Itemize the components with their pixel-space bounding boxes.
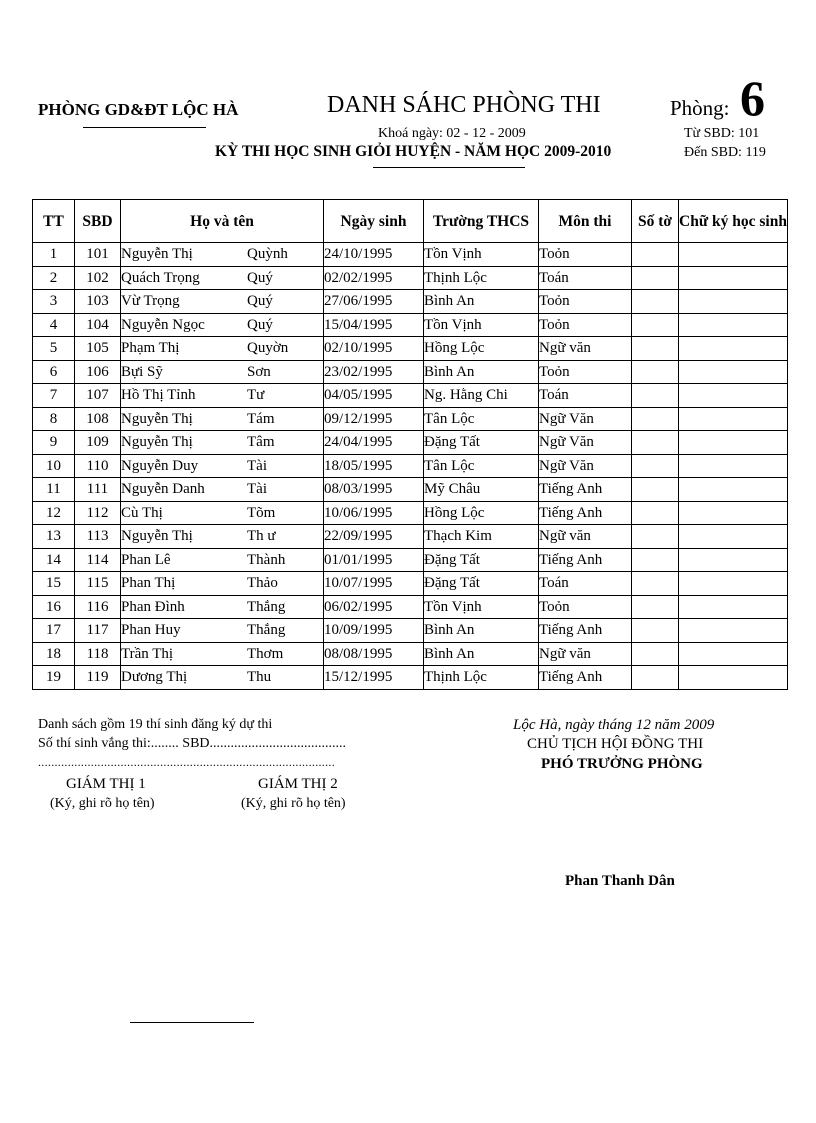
row-sheets <box>632 501 679 525</box>
row-first-name: Sơn <box>247 363 271 380</box>
row-last-name: Vừ Trọng <box>121 293 180 310</box>
row-last-name: Cù Thị <box>121 504 163 521</box>
row-last-name: Phan Huy <box>121 622 181 639</box>
row-signature <box>679 243 788 267</box>
row-sbd: 112 <box>75 501 121 525</box>
room-number: 6 <box>740 70 765 126</box>
row-tt: 18 <box>33 642 75 666</box>
dotted-line: .......................................................................................... <box>38 755 335 769</box>
row-last-name: Nguyễn Thị <box>121 528 193 545</box>
row-school: Thạch Kim <box>424 525 539 549</box>
row-signature <box>679 384 788 408</box>
row-last-name: Trần Thị <box>121 645 174 662</box>
row-tt: 15 <box>33 572 75 596</box>
row-name <box>121 548 324 572</box>
vice-title: PHÓ TRƯỞNG PHÒNG <box>541 756 703 772</box>
row-sbd: 109 <box>75 431 121 455</box>
row-sheets <box>632 525 679 549</box>
row-sheets <box>632 478 679 502</box>
row-sbd: 116 <box>75 595 121 619</box>
row-subject: Toán <box>539 384 632 408</box>
row-school: Mỹ Châu <box>424 478 539 502</box>
row-school: Tồn Vịnh <box>424 313 539 337</box>
row-name <box>121 619 324 643</box>
row-name <box>121 360 324 384</box>
row-first-name: Thắng <box>247 622 286 639</box>
row-sbd: 102 <box>75 266 121 290</box>
row-last-name: Phạm Thị <box>121 340 180 357</box>
row-dob: 10/07/1995 <box>324 572 424 596</box>
row-last-name: Nguyễn Duy <box>121 457 199 474</box>
table-row <box>33 384 788 408</box>
col-header-school: Trường THCS <box>424 200 539 243</box>
row-subject: Toán <box>539 266 632 290</box>
col-header-sbd: SBD <box>75 200 121 243</box>
row-signature <box>679 290 788 314</box>
row-sheets <box>632 548 679 572</box>
row-subject: Tiếng Anh <box>539 478 632 502</box>
row-first-name: Thu <box>247 669 272 686</box>
row-sheets <box>632 595 679 619</box>
row-dob: 23/02/1995 <box>324 360 424 384</box>
row-first-name: Tư <box>247 387 265 404</box>
row-subject: Ngữ Văn <box>539 454 632 478</box>
row-tt: 13 <box>33 525 75 549</box>
row-tt: 3 <box>33 290 75 314</box>
row-dob: 24/10/1995 <box>324 243 424 267</box>
row-last-name: Phan Đình <box>121 598 185 615</box>
row-sheets <box>632 666 679 690</box>
row-signature <box>679 360 788 384</box>
row-name <box>121 454 324 478</box>
row-tt: 1 <box>33 243 75 267</box>
row-sbd: 103 <box>75 290 121 314</box>
row-first-name: Tài <box>247 457 267 474</box>
row-last-name: Bựi Sỹ <box>121 363 163 380</box>
row-name <box>121 525 324 549</box>
table-row <box>33 431 788 455</box>
row-sbd: 104 <box>75 313 121 337</box>
row-first-name: Quý <box>247 316 273 333</box>
row-school: Tân Lộc <box>424 454 539 478</box>
proctor1-note: (Ký, ghi rõ họ tên) <box>50 796 155 811</box>
row-name <box>121 431 324 455</box>
row-last-name: Nguyễn Thị <box>121 410 193 427</box>
row-name <box>121 384 324 408</box>
table-row <box>33 548 788 572</box>
row-subject: Tiếng Anh <box>539 619 632 643</box>
row-first-name: Tài <box>247 481 267 498</box>
row-tt: 16 <box>33 595 75 619</box>
row-first-name: Quyờn <box>247 340 289 357</box>
row-tt: 9 <box>33 431 75 455</box>
row-tt: 5 <box>33 337 75 361</box>
row-sbd: 106 <box>75 360 121 384</box>
row-tt: 7 <box>33 384 75 408</box>
row-sbd: 117 <box>75 619 121 643</box>
signer-name: Phan Thanh Dân <box>565 873 675 889</box>
row-sheets <box>632 572 679 596</box>
row-name <box>121 313 324 337</box>
table-row <box>33 454 788 478</box>
row-school: Bình An <box>424 290 539 314</box>
row-sheets <box>632 454 679 478</box>
table-row <box>33 243 788 267</box>
row-name <box>121 572 324 596</box>
table-row <box>33 525 788 549</box>
table-row <box>33 619 788 643</box>
row-signature <box>679 642 788 666</box>
row-last-name: Nguyễn Thị <box>121 434 193 451</box>
row-sbd: 105 <box>75 337 121 361</box>
department-underline <box>83 127 206 128</box>
row-subject: Ngữ văn <box>539 525 632 549</box>
row-tt: 4 <box>33 313 75 337</box>
row-sbd: 113 <box>75 525 121 549</box>
row-name <box>121 478 324 502</box>
chair-title: CHỦ TỊCH HỘI ĐỒNG THI <box>527 736 704 752</box>
table-row <box>33 266 788 290</box>
table-row <box>33 595 788 619</box>
table-row <box>33 337 788 361</box>
row-dob: 15/04/1995 <box>324 313 424 337</box>
row-dob: 18/05/1995 <box>324 454 424 478</box>
table-row <box>33 478 788 502</box>
exam-date: Khoá ngày: 02 - 12 - 2009 <box>378 126 526 141</box>
row-last-name: Quách Trọng <box>121 269 200 286</box>
row-school: Đặng Tất <box>424 572 539 596</box>
row-dob: 15/12/1995 <box>324 666 424 690</box>
table-row <box>33 407 788 431</box>
table-row <box>33 290 788 314</box>
row-subject: Tiếng Anh <box>539 548 632 572</box>
row-sheets <box>632 313 679 337</box>
department-name: PHÒNG GD&ĐT LỘC HÀ <box>38 100 239 119</box>
candidate-table <box>32 199 788 690</box>
row-dob: 06/02/1995 <box>324 595 424 619</box>
col-header-subject: Môn thi <box>539 200 632 243</box>
proctor2-title: GIÁM THỊ 2 <box>258 776 338 792</box>
row-signature <box>679 619 788 643</box>
row-name <box>121 642 324 666</box>
row-signature <box>679 454 788 478</box>
table-row <box>33 642 788 666</box>
row-dob: 04/05/1995 <box>324 384 424 408</box>
row-sbd: 114 <box>75 548 121 572</box>
row-subject: Toỏn <box>539 595 632 619</box>
row-first-name: Quý <box>247 293 273 310</box>
row-sheets <box>632 266 679 290</box>
row-sbd: 110 <box>75 454 121 478</box>
row-last-name: Dương Thị <box>121 669 188 686</box>
row-sbd: 111 <box>75 478 121 502</box>
row-name <box>121 666 324 690</box>
row-name <box>121 243 324 267</box>
table-row <box>33 572 788 596</box>
row-subject: Toỏn <box>539 360 632 384</box>
row-dob: 09/12/1995 <box>324 407 424 431</box>
sbd-to: Đến SBD: 119 <box>684 145 766 160</box>
table-header-row <box>33 200 788 243</box>
row-sbd: 101 <box>75 243 121 267</box>
row-sbd: 107 <box>75 384 121 408</box>
row-school: Đặng Tất <box>424 431 539 455</box>
row-sheets <box>632 642 679 666</box>
bottom-rule <box>130 1022 254 1023</box>
place-date: Lộc Hà, ngày tháng 12 năm 2009 <box>513 717 715 733</box>
row-signature <box>679 572 788 596</box>
row-first-name: Quỳnh <box>247 246 288 263</box>
row-subject: Toỏn <box>539 290 632 314</box>
row-first-name: Thành <box>247 551 286 568</box>
row-first-name: Thắng <box>247 598 286 615</box>
row-last-name: Phan Thị <box>121 575 176 592</box>
row-tt: 12 <box>33 501 75 525</box>
row-last-name: Nguyễn Danh <box>121 481 205 498</box>
row-sheets <box>632 290 679 314</box>
row-first-name: Thảo <box>247 575 278 592</box>
row-last-name: Hồ Thị Tỉnh <box>121 387 196 404</box>
row-tt: 6 <box>33 360 75 384</box>
row-signature <box>679 478 788 502</box>
row-sheets <box>632 243 679 267</box>
row-signature <box>679 501 788 525</box>
row-signature <box>679 266 788 290</box>
row-subject: Ngữ Văn <box>539 431 632 455</box>
row-sbd: 115 <box>75 572 121 596</box>
row-dob: 22/09/1995 <box>324 525 424 549</box>
row-subject: Toỏn <box>539 313 632 337</box>
col-header-name: Họ và tên <box>121 200 324 243</box>
row-name <box>121 595 324 619</box>
row-sheets <box>632 360 679 384</box>
row-school: Tồn Vịnh <box>424 595 539 619</box>
row-school: Hồng Lộc <box>424 337 539 361</box>
absent-text: Số thí sinh vắng thi:........ SBD....................................... <box>38 736 347 751</box>
exam-name: KỲ THI HỌC SINH GIỎI HUYỆN - NĂM HỌC 2009-2010 <box>215 143 612 160</box>
row-signature <box>679 407 788 431</box>
row-school: Thịnh Lộc <box>424 666 539 690</box>
col-header-tt: TT <box>33 200 75 243</box>
row-sheets <box>632 384 679 408</box>
table-row <box>33 360 788 384</box>
row-first-name: Th ư <box>247 528 276 545</box>
row-signature <box>679 595 788 619</box>
row-dob: 10/06/1995 <box>324 501 424 525</box>
row-first-name: Tám <box>247 410 275 427</box>
row-name <box>121 290 324 314</box>
row-last-name: Nguyễn Ngọc <box>121 316 205 333</box>
row-dob: 08/08/1995 <box>324 642 424 666</box>
row-name <box>121 266 324 290</box>
room-label: Phòng: <box>670 96 730 120</box>
row-school: Bình An <box>424 360 539 384</box>
row-subject: Toỏn <box>539 243 632 267</box>
row-first-name: Tõm <box>247 504 276 521</box>
col-header-sheets: Số tờ <box>632 200 679 243</box>
sbd-from: Từ SBD: 101 <box>684 126 760 141</box>
row-signature <box>679 548 788 572</box>
row-name <box>121 407 324 431</box>
proctor1-title: GIÁM THỊ 1 <box>66 776 146 792</box>
row-tt: 10 <box>33 454 75 478</box>
col-header-dob: Ngày sinh <box>324 200 424 243</box>
row-school: Tân Lộc <box>424 407 539 431</box>
row-signature <box>679 525 788 549</box>
table-row <box>33 313 788 337</box>
row-school: Bình An <box>424 619 539 643</box>
summary-text: Danh sách gồm 19 thí sinh đăng ký dự thi <box>38 717 273 732</box>
row-last-name: Nguyễn Thị <box>121 246 193 263</box>
row-first-name: Tâm <box>247 434 275 451</box>
row-school: Tồn Vịnh <box>424 243 539 267</box>
row-dob: 02/02/1995 <box>324 266 424 290</box>
table-row <box>33 501 788 525</box>
table-row <box>33 666 788 690</box>
row-sbd: 108 <box>75 407 121 431</box>
row-signature <box>679 666 788 690</box>
row-school: Hồng Lộc <box>424 501 539 525</box>
row-sheets <box>632 407 679 431</box>
row-dob: 01/01/1995 <box>324 548 424 572</box>
row-subject: Tiếng Anh <box>539 666 632 690</box>
row-dob: 27/06/1995 <box>324 290 424 314</box>
row-tt: 2 <box>33 266 75 290</box>
row-dob: 02/10/1995 <box>324 337 424 361</box>
row-signature <box>679 337 788 361</box>
row-subject: Ngữ Văn <box>539 407 632 431</box>
row-school: Đặng Tất <box>424 548 539 572</box>
row-subject: Ngữ văn <box>539 642 632 666</box>
col-header-signature: Chữ ký học sinh <box>679 200 788 243</box>
row-subject: Toán <box>539 572 632 596</box>
row-first-name: Thơm <box>247 645 284 662</box>
row-subject: Ngữ văn <box>539 337 632 361</box>
row-name <box>121 501 324 525</box>
row-tt: 8 <box>33 407 75 431</box>
row-tt: 14 <box>33 548 75 572</box>
row-signature <box>679 313 788 337</box>
row-subject: Tiếng Anh <box>539 501 632 525</box>
proctor2-note: (Ký, ghi rõ họ tên) <box>241 796 346 811</box>
row-sheets <box>632 337 679 361</box>
row-tt: 19 <box>33 666 75 690</box>
document-title: DANH SÁHC PHÒNG THI <box>327 92 601 118</box>
row-school: Bình An <box>424 642 539 666</box>
row-tt: 17 <box>33 619 75 643</box>
exam-underline <box>373 167 525 168</box>
row-first-name: Quý <box>247 269 273 286</box>
row-dob: 24/04/1995 <box>324 431 424 455</box>
row-sheets <box>632 431 679 455</box>
row-school: Ng. Hằng Chi <box>424 384 539 408</box>
row-dob: 10/09/1995 <box>324 619 424 643</box>
row-name <box>121 337 324 361</box>
row-tt: 11 <box>33 478 75 502</box>
row-dob: 08/03/1995 <box>324 478 424 502</box>
row-signature <box>679 431 788 455</box>
row-sbd: 119 <box>75 666 121 690</box>
row-sheets <box>632 619 679 643</box>
row-school: Thịnh Lộc <box>424 266 539 290</box>
row-sbd: 118 <box>75 642 121 666</box>
row-last-name: Phan Lê <box>121 551 171 568</box>
